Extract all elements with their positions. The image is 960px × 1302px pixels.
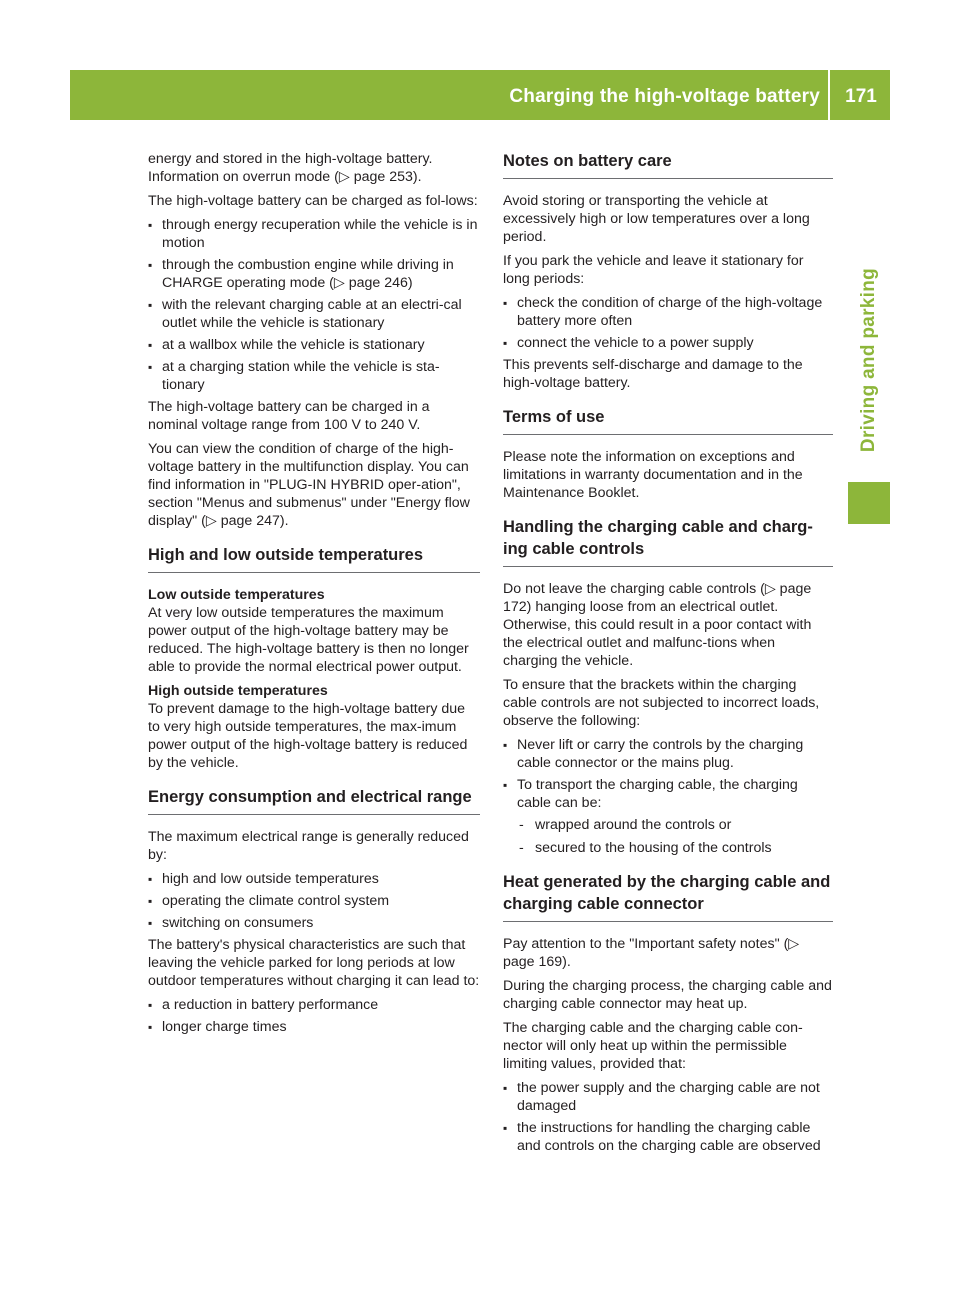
section-heading-heat-generated: Heat generated by the charging cable and charging cable connector (503, 871, 833, 922)
bullet-list (503, 294, 833, 352)
list-item (503, 776, 833, 857)
paragraph: To prevent damage to the high-voltage battery due to very high outside temperatures, the max-imum power output of the high-voltage battery is reduced by the vehicle. (148, 701, 468, 771)
dash-item: - wrapped around the controls or (517, 816, 833, 834)
paragraph: Avoid storing or transporting the vehicle at excessively high or low temperatures over a long period. (503, 193, 810, 245)
section-heading-temperatures: High and low outside temperatures (148, 544, 480, 573)
section-heading-cable-handling: Handling the charging cable and charg-ing cable controls (503, 516, 833, 567)
list-item: ▪ high and low outside temperatures (148, 870, 480, 888)
list-item: ▪ through the combustion engine while driving in CHARGE operating mode (▷ page 246) (148, 256, 480, 292)
paragraph: To ensure that the brackets within the charging cable controls are not subjected to incorrect loads, observe the following: (503, 677, 820, 729)
paragraph: The high-voltage battery can be charged as fol-lows: (148, 193, 478, 209)
paragraph: energy and stored in the high-voltage battery. Information on overrun mode (▷ page 253). (148, 151, 433, 185)
paragraph: If you park the vehicle and leave it stationary for long periods: (503, 253, 804, 287)
chapter-marker-block (848, 482, 890, 524)
list-item: ▪ operating the climate control system (148, 892, 480, 910)
header-divider (828, 70, 830, 120)
list-item: ▪ at a charging station while the vehicle is sta-tionary (148, 358, 480, 394)
paragraph: The battery's physical characteristics are such that leaving the vehicle parked for long periods at low outdoor temperatures without charging it can lead to: (148, 937, 480, 989)
list-item: ▪ the instructions for handling the charging cable and controls on the charging cable are observed (503, 1119, 833, 1155)
paragraph: At very low outside temperatures the maximum power output of the high-voltage battery may be reduced. The high-voltage battery is then no longer able to provide the normal electrical power output. (148, 605, 469, 675)
list-item: ▪ through energy recuperation while the vehicle is in motion (148, 216, 480, 252)
list-item: ▪ longer charge times (148, 1018, 480, 1036)
paragraph: You can view the condition of charge of the high-voltage battery in the multifunction display. You can find information in "PLUG-IN HYBRID oper-ation", section "Menus and submenus" under "Energy flow display" (▷ page 247). (148, 441, 470, 529)
paragraph: The charging cable and the charging cable con-nector will only heat up within the permissible limiting values, provided that: (503, 1020, 803, 1072)
list-item-text: To transport the charging cable, the charging cable can be: (517, 777, 798, 811)
subheading-low-temperatures: Low outside temperatures (148, 587, 325, 603)
chapter-side-tab (848, 245, 890, 475)
paragraph: The high-voltage battery can be charged in a nominal voltage range from 100 V to 240 V. (148, 399, 430, 433)
page-number: 171 (845, 86, 877, 107)
header-title: Charging the high-voltage battery (509, 86, 820, 107)
list-item: ▪ switching on consumers (148, 914, 480, 932)
bullet-list (503, 1079, 833, 1155)
paragraph: This prevents self-discharge and damage to the high-voltage battery. (503, 357, 803, 391)
bullet-list (148, 996, 480, 1036)
right-column (503, 150, 833, 1159)
section-heading-battery-care: Notes on battery care (503, 150, 833, 179)
list-item: ▪ with the relevant charging cable at an electri-cal outlet while the vehicle is stationary (148, 296, 480, 332)
list-item: ▪ a reduction in battery performance (148, 996, 480, 1014)
list-item: ▪ connect the vehicle to a power supply (503, 334, 833, 352)
page-header (70, 70, 890, 120)
paragraph: During the charging process, the charging cable and charging cable connector may heat up. (503, 978, 832, 1012)
list-item: ▪ Never lift or carry the controls by the charging cable connector or the mains plug. (503, 736, 833, 772)
list-item: ▪ at a wallbox while the vehicle is stationary (148, 336, 480, 354)
dash-list (517, 816, 833, 857)
bullet-list (148, 870, 480, 932)
section-heading-terms-of-use: Terms of use (503, 406, 833, 435)
bullet-list (148, 216, 480, 394)
left-column (148, 150, 480, 1040)
paragraph: Do not leave the charging cable controls (▷ page 172) hanging loose from an electrical outlet. Otherwise, this could result in a poor contact with the electrical outlet and malfunc-tions when charging the vehicle. (503, 581, 812, 669)
paragraph: Pay attention to the "Important safety notes" (▷ page 169). (503, 936, 800, 970)
paragraph: Please note the information on exceptions and limitations in warranty documentation and in the Maintenance Booklet. (503, 449, 803, 501)
chapter-label: Driving and parking (858, 267, 879, 453)
dash-item: - secured to the housing of the controls (517, 839, 833, 857)
section-heading-energy-consumption: Energy consumption and electrical range (148, 786, 480, 815)
list-item: ▪ check the condition of charge of the high-voltage battery more often (503, 294, 833, 330)
paragraph: The maximum electrical range is generally reduced by: (148, 829, 469, 863)
bullet-list (503, 736, 833, 857)
subheading-high-temperatures: High outside temperatures (148, 683, 328, 699)
list-item: ▪ the power supply and the charging cable are not damaged (503, 1079, 833, 1115)
